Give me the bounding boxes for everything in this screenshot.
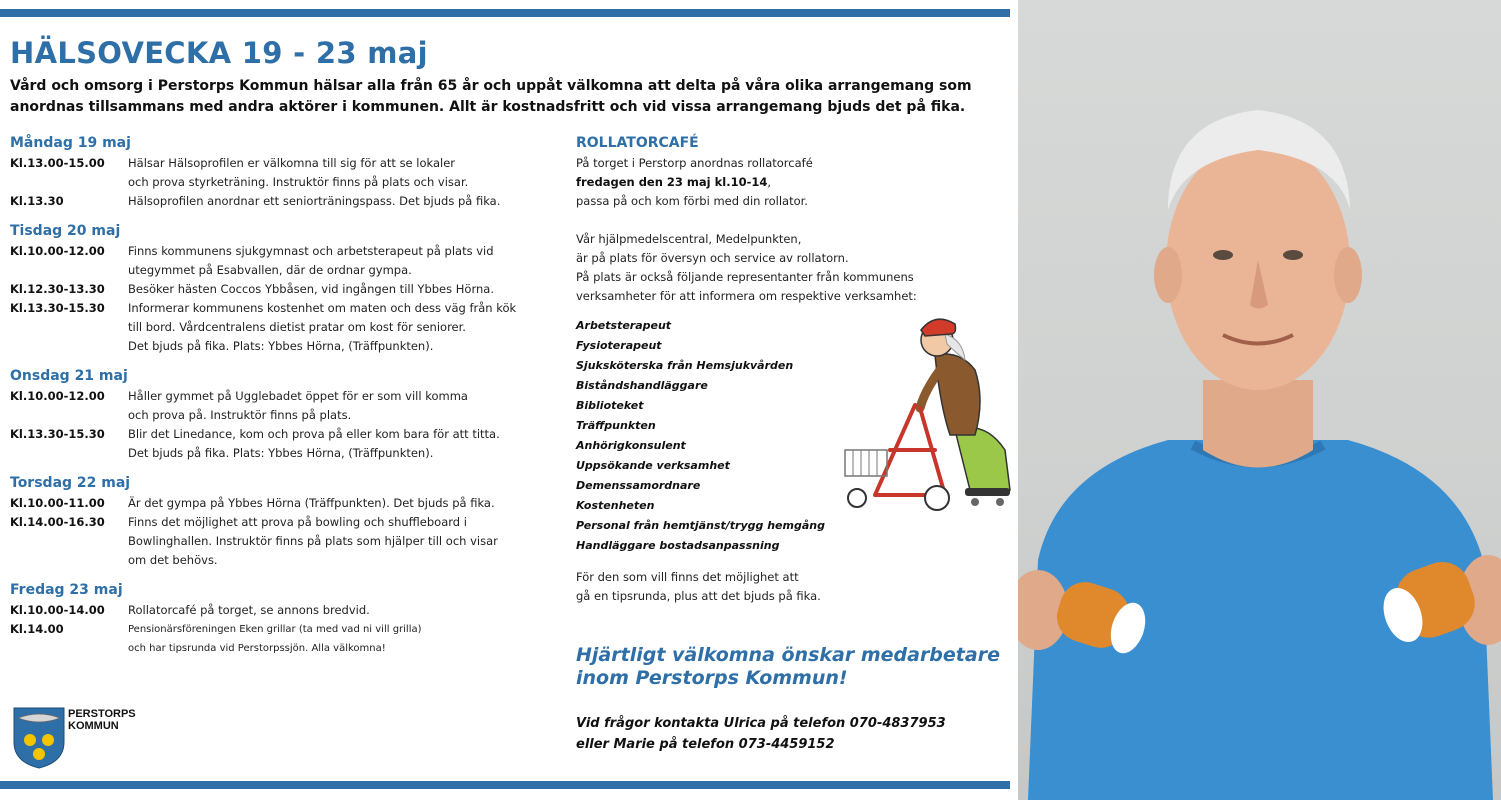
event-description: Rollatorcafé på torget, se annons bredvid. (128, 603, 370, 617)
rollator-text: gå en tipsrunda, plus att det bjuds på fika. (576, 589, 821, 603)
list-item: Träffpunkten (576, 419, 656, 432)
schedule-event (10, 601, 560, 620)
event-description: Håller gymmet på Ugglebadet öppet för er som vill komma och prova på. Instruktör finns på plats. (128, 389, 468, 422)
schedule-event (10, 387, 560, 425)
rollator-text: är på plats för översyn och service av rollatorn. (576, 251, 849, 265)
rollator-text: För den som vill finns det möjlighet att (576, 570, 799, 584)
senior-man-photo (1018, 0, 1501, 800)
top-rule (0, 9, 1010, 17)
bottom-rule (0, 781, 1010, 789)
schedule-event (10, 154, 560, 192)
welcome-message: Hjärtligt välkomna önskar medarbetare inom Perstorps Kommun! (576, 644, 1000, 689)
rollator-date: fredagen den 23 maj kl.10-14, (576, 175, 772, 189)
schedule-event (10, 425, 560, 463)
day-wednesday (10, 367, 560, 463)
day-heading: Torsdag 22 maj (10, 475, 131, 491)
rollator-text: På torget i Perstorp anordnas rollatorcafé (576, 156, 813, 170)
rollator-heading: ROLLATORCAFÉ (576, 135, 699, 151)
day-monday (10, 134, 560, 211)
list-item: Sjuksköterska från Hemsjukvården (576, 359, 794, 372)
event-time: Kl.13.30-15.30 (10, 301, 105, 315)
event-description: Hälsoprofilen anordnar ett seniorträningspass. Det bjuds på fika. (128, 194, 501, 208)
schedule-event (10, 494, 560, 513)
day-friday (10, 581, 560, 658)
event-description: Finns kommunens sjukgymnast och arbetsterapeut på plats vid utegymmet på Esabvallen, där de ordnar gympa. (128, 244, 494, 277)
list-item: Uppsökande verksamhet (576, 459, 730, 472)
list-item: Personal från hemtjänst/trygg hemgång (576, 519, 825, 532)
event-time: Kl.10.00-12.00 (10, 244, 105, 258)
list-item: Biblioteket (576, 399, 644, 412)
event-description: Besöker hästen Coccos Ybbåsen, vid ingången till Ybbes Hörna. (128, 282, 494, 296)
day-thursday (10, 474, 560, 570)
schedule-event (10, 620, 560, 658)
senior-man-with-dumbbells-image (1018, 0, 1501, 800)
list-item: Biståndshandläggare (576, 379, 708, 392)
day-heading: Måndag 19 maj (10, 135, 131, 151)
event-description: Finns det möjlighet att prova på bowling och shuffleboard i Bowlinghallen. Instruktör finns på plats som hjälper till och visar om det behövs. (128, 515, 498, 567)
event-description: Blir det Linedance, kom och prova på eller kom bara för att titta. Det bjuds på fika. Plats: Ybbes Hörna, (Träffpunkten). (128, 427, 500, 460)
day-heading: Tisdag 20 maj (10, 223, 121, 239)
event-time: Kl.13.00-15.00 (10, 156, 105, 170)
schedule-event (10, 280, 560, 299)
rollator-text: På plats är också följande representanter från kommunens (576, 270, 914, 284)
day-heading: Onsdag 21 maj (10, 368, 128, 384)
event-time: Kl.14.00 (10, 622, 64, 636)
day-tuesday (10, 222, 560, 356)
event-time: Kl.13.30-15.30 (10, 427, 105, 441)
schedule-event (10, 242, 560, 280)
schedule-event (10, 192, 560, 211)
list-item: Fysioterapeut (576, 339, 662, 352)
event-time: Kl.14.00-16.30 (10, 515, 105, 529)
event-time: Kl.12.30-13.30 (10, 282, 105, 296)
schedule-event (10, 513, 560, 570)
municipality-logo (12, 706, 152, 772)
poster-intro: Vård och omsorg i Perstorps Kommun hälsar alla från 65 år och uppåt välkomna att delta på våra olika arrangemang som anordnas tillsammans med andra aktörer i kommunen. Allt är kostnadsfritt och vid vissa arrangemang bjuds det på fika. (10, 78, 972, 115)
event-description: Informerar kommunens kostenhet om maten och dess väg från kök till bord. Vårdcentralens dietist pratar om kost för seniorer. Det bjuds på fika. Plats: Ybbes Hörna, (Träffpunkten). (128, 301, 517, 353)
event-description: Pensionärsföreningen Eken grillar (ta med vad ni vill grilla) och har tipsrunda vid Perstorpssjön. Alla välkomna! (128, 624, 422, 654)
event-time: Kl.10.00-11.00 (10, 496, 105, 510)
logo-text: PERSTORPS KOMMUN (68, 708, 136, 732)
list-item: Demenssamordnare (576, 479, 701, 492)
event-description: Är det gympa på Ybbes Hörna (Träffpunkten). Det bjuds på fika. (128, 496, 495, 510)
rollator-illustration (835, 310, 1015, 520)
poster-title: HÄLSOVECKA 19 - 23 maj (10, 36, 428, 70)
event-time: Kl.13.30 (10, 194, 64, 208)
list-item: Anhörigkonsulent (576, 439, 686, 452)
rollator-text: passa på och kom förbi med din rollator. (576, 194, 808, 208)
list-item: Handläggare bostadsanpassning (576, 539, 780, 552)
coat-of-arms-icon (12, 706, 66, 770)
event-description: Hälsar Hälsoprofilen er välkomna till sig för att se lokaler och prova styrketräning. Instruktör finns på plats och visar. (128, 156, 469, 189)
schedule (10, 134, 560, 669)
rollator-text: verksamheter för att informera om respektive verksamhet: (576, 289, 917, 303)
event-time: Kl.10.00-14.00 (10, 603, 105, 617)
list-item: Kostenheten (576, 499, 655, 512)
rollator-text: Vår hjälpmedelscentral, Medelpunkten, (576, 232, 802, 246)
list-item: Arbetsterapeut (576, 319, 672, 332)
event-time: Kl.10.00-12.00 (10, 389, 105, 403)
contact-info: Vid frågor kontakta Ulrica på telefon 070-4837953 eller Marie på telefon 073-4459152 (576, 716, 946, 752)
day-heading: Fredag 23 maj (10, 582, 123, 598)
schedule-event (10, 299, 560, 356)
